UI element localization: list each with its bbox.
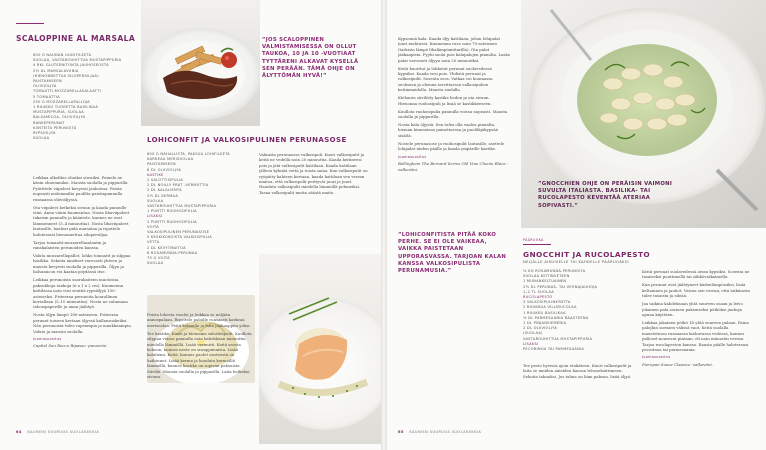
ingredient-item: 4 RKL GLUTEENITONTA JAUHOSEOSTA <box>33 63 109 68</box>
method-text-scaloppine <box>33 175 133 415</box>
method-paragraph: Tee pesto hyvissä ajoin etukäteen. Kuori valkosipulit ja laita se muiden aineiden kanssa tehosekoittimeen. Sekoita tahnaksi. Jos tahna on liian paksua, lisää öljyä. <box>523 363 632 379</box>
method-paragraph: Tarjoa tomaatti-mozzarellasalaatin ja ranskalaisten perunoiden kanssa. <box>33 239 107 251</box>
method-paragraph: Tee kastike. Kuori ja hienonna salottisipulit. Kuullota silppua voissa pannulla noin kahdeksan minuuttia miedolla lämmöllä. Lisää vermutti. Keitä seosta kokoon, kunnes neste on siirappimaista. Lisää kalaliemi. Keitä, kunnes puolet nesteestä on haihtunut. Lisää kerma ja hauduta kermoillä lämmöllä, kunnes kastike on sopivan paksuista. Siivilöi. Mausta suolalla ja pippurilla. Laita hetkeksi sivuun. <box>147 330 252 380</box>
ingredient-item: 1 MUNANKELTUAINEN <box>523 279 567 284</box>
wine-recommendation: Pieropan Soave Classico -valkoviini. <box>642 361 713 367</box>
ingredient-item: 5 KESKIKOKOISTA VALKOSIPULIA <box>147 235 212 240</box>
ingredient-item: 2 PUNTTI RUOHOSIPULIA <box>147 219 197 224</box>
method-paragraph: Kiehauta siivilöity kastike lieden ja ota sivuun. Hienonna ruohosipuli ja lisää se kastikkeeseen. <box>398 95 492 106</box>
page-folio-left <box>16 430 99 434</box>
spread-gutter <box>381 0 387 450</box>
ingredient-item: MUSTAPIPPURIA, SUOLAA <box>33 110 84 115</box>
kicker-rule <box>16 23 44 24</box>
ingredient-item: KASTIKE <box>147 172 164 177</box>
ingredient-item: TOMAATTI-MOZZARELLASALAATTI <box>33 89 101 94</box>
ingredient-item: RUCOLAPESTO <box>523 295 553 300</box>
ingredient-item: PECORINOA TAI PARMESAANIA <box>523 347 585 352</box>
ingredient-item: 1 PUNTTI RUOHOSIPULIA <box>147 209 197 214</box>
page-number: 64 <box>16 430 22 434</box>
method-paragraph: Kuullota ruohosipulia pannulla voissa nopeasti. Mausta suolalla ja pippurilla. <box>398 108 508 120</box>
method-paragraph: Kun perunat ovat jäähtyneet kädenlämpöisiksi, lisää keltuainen ja jauhot. Vaivaa sen verran, että taikinasta tulee tasaista ja sileää. <box>642 282 750 299</box>
method-paragraph: Leikkaa ulkofilee ohuiksi siivuiksi. Painele ne käsin ohuemmiksi. Mausta suolalla ja pippurilla. Pyörittele viipaleet kevyesti jauhoissa. Paista nopeasti molemmilta puolilta paistinpannulla runsaassa oliiviöljyssä. <box>33 175 129 202</box>
ingredient-item: VOITA <box>147 224 159 229</box>
ingredient-item: OLIIVIÖLJYÄ <box>33 84 57 89</box>
method-text-gnocchi-1 <box>523 363 637 415</box>
ingredient-item: 75 G VOITA <box>147 256 170 261</box>
method-paragraph: Poista lohesta ruodot ja leikkaa se neljään annospalaan. Ripottele paloille runsaasti karkeaa merisuolaa. Peitä kelmulla ja laita jääkaappiin yöksi. <box>147 312 251 328</box>
ingredient-item: VASTAROUHITTUA MUSTAPIPPURIA <box>147 204 217 209</box>
ingredient-item: KARKEAA MERISUOLAA <box>147 157 194 162</box>
method-paragraph: Nosta öljyn lämpö 180-asteiseen. Friteeraa perunat toiseen kertaan öljyssä kullanruskeiksi. Nän perunoista tulee rapeampia ja maukkaampia. Valuta ja mausta suolalla. <box>33 312 132 334</box>
ingredient-item: VETTÄ <box>147 240 160 245</box>
method-text-lohiconfit-1 <box>259 152 369 262</box>
method-paragraph: Keitä perunat suolavedessä aivan kypsiksi. Soseuta ne tasaiseksi puuttimellä tai sähkövatkaimella. <box>642 269 750 280</box>
method-paragraph: Leikkaa perunoista suorakaiteen muotoisia, paksuhkoja tankoja (6 x 1 x 2 cm). Kuumenna kattilassa noin viisi senttiä rypsiöljyä 150-asteiseksi. Friteeraa perunoita kourallinen kerrallaan (5–10 minuuttia). Nosta ne valumaan talouspaperille ja anna jäähtyä. <box>33 277 128 310</box>
ingredient-item: LISÄKSI <box>523 341 539 346</box>
ingredient-item: 1–2 TL SUOLAA <box>523 289 554 294</box>
method-paragraph: Kypsennä kala. Kaada öljy kattilaan, johon lohipalat juuri mahtuvat. Kuumenna ruvo noin 75-asteiseen (tarkista lämpö lihalämpömittarilla). Ota palat jääkaapista. Pyyhi suola pois kalapalojen pinnalta. Laske palat varovasti öljyyn noin 20 minuutiksi. <box>398 36 510 63</box>
ingredient-item: 600 G NAHALLISTA, PAKSUA LOHIFILEETÄ <box>147 152 231 156</box>
method-text-gnocchi-2 <box>642 269 754 415</box>
ingredient-item: PAISTAMISEEN <box>147 162 176 167</box>
page-folio-right <box>398 430 481 434</box>
method-paragraph: Nosta kala öljystä. Sen tulisi olla vaalea pinnalta, hieman kimmoisaa painettaessa ja puoliläpikypsää sisältä. <box>398 122 498 138</box>
pull-quote-lohiconfit: ”LOHICONFITISTA PITÄÄ KOKO PERHE. SE EI OLE VAIKEAA, VAIKKA PAISTETAAN UPPORASVASSA. TARJOAN KALAN KANSSA VALKOSIPULISTA PERUNAMUSIA.” <box>398 232 507 275</box>
ingredient-item: 1 DL PINJANSIEMENIÄ <box>523 321 567 326</box>
method-paragraph: Nostele perunasose ja ruohosipulit lautasille, asettele lohipalat niiden päälle ja kaada ympärille kastike. <box>398 140 505 152</box>
ingredient-item: 2½ DL MARSALAVIINIÄ <box>33 68 79 73</box>
ingredient-item: SUOLAA <box>147 198 164 203</box>
recipe-title-gnocchi: GNOCCHIT JA RUCOLAPESTO <box>523 250 651 259</box>
pull-quote-gnocchi: ”GNOCCHIEN OHJE ON PERÄISIN VAIMONI SUVULTA ITALIASTA. BASILIKA- TAI RUCOLAPESTO KEVENTÄÄ ATERIAA SOPIVASTI.” <box>538 181 673 209</box>
ingredient-item: 3 VALKOSIPULINKYNTTÄ <box>523 300 571 305</box>
ingredient-item: PAISTAMISEEN <box>33 79 62 84</box>
ingredient-item: 5 TOMAATTIA <box>33 94 60 99</box>
photo-lohiconfit-plate <box>259 254 381 444</box>
ingredient-item: 2 DL KEVYTMAITOA <box>147 245 186 250</box>
ingredient-item: BALSAMICOA, OLIIVIÖLJYÄ <box>33 115 86 120</box>
ingredient-item: 2½ DL KERMAA <box>147 193 179 198</box>
kicker-rule <box>523 244 551 245</box>
method-paragraph: Leikkaa jokainen pötkö 16 yhtä suureen palaan. Paina palojhin sormien välissä vaot. Keitä suolalla maustetussa runsaassa kiehuvassa vedessä, kunnes palloset nousevat pintaan, eli noin minuutin verran. Tarjoa rucolapeston kanssa. Raasta päälle halutessasi pecorinoa tai parmesaania. <box>642 320 749 353</box>
ingredient-item: LISÄKSI <box>147 214 163 219</box>
method-paragraph: Jaa taikina kahdeksaan yhtä suureen osaan ja leivo jokainen pala sormen paksuiseksi pötköksi jauhoja apuna käyttäen. <box>642 301 743 318</box>
ingredient-item: 250 G MOZZARELLAPALLOJA <box>33 99 90 104</box>
wine-label: Juomasuositus <box>33 336 62 341</box>
ingredient-item: RYPSIÖLJYÄ <box>33 131 56 136</box>
photo-scaloppine-plate <box>141 0 260 126</box>
ingredient-item: 2 DL OLIIVIÖLJYÄ <box>523 326 558 331</box>
ingredient-item: 2 DL NOILLY PRAT -VERMUTTIA <box>147 183 209 188</box>
recipe-title-scaloppine: SCALOPPINE AL MARSALA <box>16 34 136 43</box>
recipe-servings: NELJÄLLE AIKUISELLE TAI KAHDELLE PÄÄRUOAKSI <box>523 260 629 264</box>
ingredient-item: 1 RUUKKU TUORETTA BASILIKAA <box>33 105 99 110</box>
wine-label: Juomasuositus <box>398 154 427 159</box>
section-kicker: PÄÄRUOKA <box>523 238 544 242</box>
ingredient-item: ½ KG ROSAMUNDA-PERUNOITA <box>523 269 586 273</box>
wine-label: Juomasuositus <box>642 355 671 360</box>
ingredient-item: VALKOSIPULINEN PERUNASOSE <box>147 230 210 235</box>
method-text-lohiconfit-continued <box>398 36 510 236</box>
method-text-lohiconfit-b <box>147 312 255 442</box>
ingredient-item: 2½ DL PERUNAS- TAI VEHNÄJAUHOJA <box>523 284 598 289</box>
ingredient-item: RANKEPERUNAT <box>33 120 65 125</box>
pull-quote-scaloppine: ”JOS SCALOPPINEN VALMISTAMISESSA ON OLLUT TAUKOA, 10 JA 10 -VUOTIAAT TYTTÄRENI ALKAVAT KYSELLÄ SEN PERÄÄN. TÄMÄ OHJE ON ÄLYTTÖMÄN HYVÄ!” <box>262 37 359 80</box>
page-number: 65 <box>398 430 404 434</box>
ingredient-item: SUOLAA KEITINVETEEN <box>523 274 570 279</box>
wine-recommendation: Bellingham The Bernard Series Old Vine Chenin Blanc -valkoviini. <box>398 161 509 172</box>
recipe-title-lohiconfit: LOHICONFIT JA VALKOSIPULINEN PERUNASOSE <box>147 136 347 144</box>
ingredient-item: VASTAROUHITTUA MUSTAPIPPURIA <box>523 336 593 341</box>
ingredients-list-gnocchi <box>523 269 637 361</box>
wine-recommendation: Capitel San Rocco Ripasso -punaviini. <box>33 343 108 349</box>
method-paragraph: Ota viipaleet hetkeksi sivuun ja kaada pannulle viini. Anna viinin kuumentua. Nosta lihaviipaleet takaisin pannulle ja kääntele, kunnes ne ovat lämmenneet (3–4 minuuttia). Nosta lihaviipaleet lautasille, haaleat pidä marsalaa ja ripottele halutessasi hienonnettua silopersiljaa. <box>33 204 130 237</box>
method-paragraph: Valmista perunasose valkosipuli. Kuori valkosipulit ja keitä ne vedellä noin 20 minuuttia. Kaada keitinvesi pois ja jätä valkosipulit kattilaan. Kaada kattilaan jälleen kylmää vettä ja toista sama. Kun valkosipulit on ryöpätty kahteen kertaan, kaada kattilaan sen verran maitoa, että valkosipulit peittyvät juuri ja juuri. Hauduta valkosipulit miedolla lämmöllä pehmeiksi. Tasaa valkosipulit mutta säästä maito. <box>259 152 368 195</box>
ingredient-item: SUOLAA, VASTAROUHITTUA MUSTAPIPPURIA <box>33 58 122 63</box>
ingredients-list-scaloppine <box>33 53 133 173</box>
method-paragraph: Keitä kuoritut ja lohkotut perunat suolavedessä kypsiksi. Kaada vesi pois. Yhdistä perunat ja valkosipulit. Soseuta seos. Vatkaa voi kuumassa seokseen ja ohenna tarvittaessa valkosipulien keitinmaidolla. Mausta suolalla. <box>398 65 493 93</box>
ingredient-item: 600 G NAUDAN ULKOFILEETÄ <box>33 53 92 57</box>
ingredient-item: (HIENONNETTUA SILOPERSILJAA) <box>33 73 99 78</box>
ingredient-item: 8 ROSAMUNDA-PERUNAA <box>147 250 198 255</box>
ingredient-item: SUOLAA <box>33 136 50 141</box>
ingredient-item: 8 DL OLIIVIÖLJYÄ <box>147 167 182 172</box>
ingredient-item: 2 SALOTTISIPULIA <box>147 178 183 183</box>
magazine-name: KAUNIEN SUURUUS SUOLAKEKKIA <box>27 430 100 434</box>
ingredient-item: KIINTEITÄ PERUNOITA <box>33 125 77 130</box>
ingredient-item: ½ DL PARMESAANIA RAASTEENA <box>523 315 589 320</box>
magazine-name: KAUNIEN SUURUUS SUOLAKEKKIA <box>409 430 482 434</box>
ingredients-list-lohiconfit <box>147 152 255 297</box>
ingredient-item: 2 RUUKKUA VILLIRUCOLAA <box>523 305 577 310</box>
ingredient-item: 1 RUUKKU BASILIKAA <box>523 310 566 315</box>
method-paragraph: Valuta mozzarellapallot, lohko tomaatit ja silppaa basilika. Sekoita ainekset varovasti yhteen ja mausta kevyesti suolalla ja pippurilla. Öljyn ja balsamicon voi kaataa pöydässä itse. <box>33 253 131 275</box>
ingredient-item: SUOLAA <box>147 261 164 266</box>
ingredient-item: 2 DL KALALIENTÄ <box>147 188 182 193</box>
ingredient-item: (SUOLAA) <box>523 331 543 336</box>
